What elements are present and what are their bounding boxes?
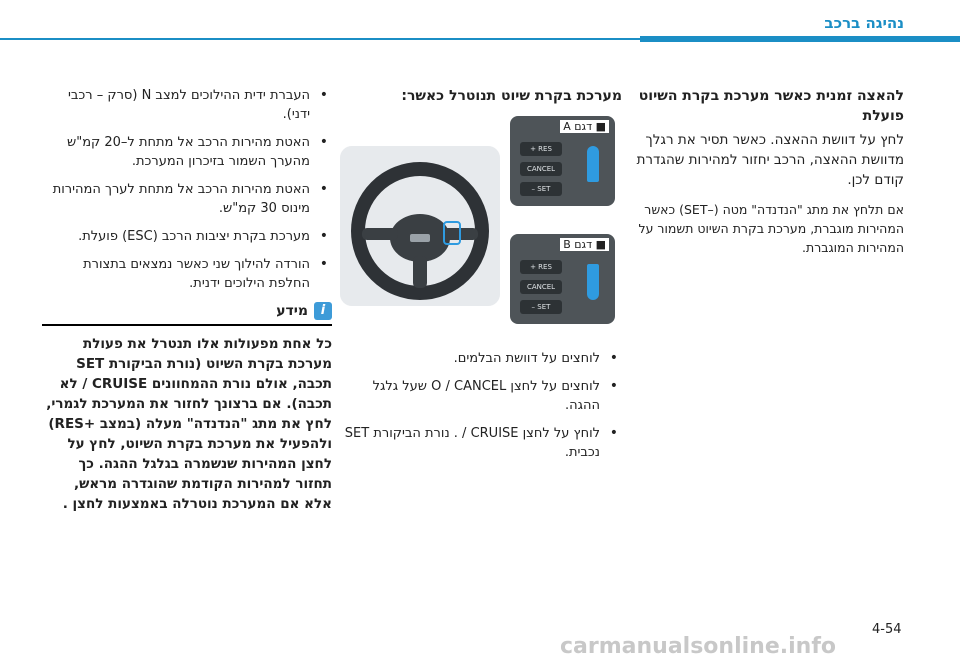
info-title: מידע bbox=[276, 303, 308, 319]
header-accent-bar bbox=[640, 36, 960, 42]
list-item: • לוחצים על דוושת הבלמים. bbox=[340, 349, 622, 368]
cancel-conditions-list bbox=[340, 349, 622, 462]
list-item: • מערכת בקרת יציבות הרכב (ESC) פועלת. bbox=[42, 227, 332, 246]
page-number: 4-54 bbox=[872, 622, 902, 637]
info-icon: i bbox=[314, 302, 332, 320]
model-a-label: ■ דגם A bbox=[560, 120, 609, 133]
right-column bbox=[634, 86, 904, 265]
arrow-up-icon bbox=[587, 146, 599, 182]
left-column bbox=[42, 86, 332, 514]
steering-wheel-icon bbox=[340, 146, 500, 306]
cancel-button-b[interactable]: CANCEL bbox=[520, 280, 562, 294]
acceleration-heading: להאצה זמנית כאשר מערכת בקרת השיוט פועלת bbox=[638, 88, 904, 124]
set-button-b[interactable]: SET – bbox=[520, 300, 562, 314]
rocker-switch-paragraph: אם תלחץ את מתג "הנדנדה" מטה (–SET) כאשר המהירות מוגברת, מערכת בקרת השיוט תשמור על המהירות המוגברת. bbox=[638, 202, 904, 255]
res-button-b[interactable]: RES + bbox=[520, 260, 562, 274]
steering-wheel-figure bbox=[340, 116, 622, 331]
control-panel-model-a bbox=[510, 116, 615, 206]
more-conditions-list bbox=[42, 86, 332, 293]
info-text: כל אחת מפעולות אלו תנטרל את פעולת מערכת בקרת השיוט (נורת הביקורת SET תכבה, אולם נורת ההמחוונים CRUISE / לא תכבה). אם ברצונך לחזור את המערכת לגמרי, לחץ את מתג "הנדנדה" מעלה (במצב +RES) ולהפעיל את מערכת בקרת השיוט, לחץ על לחצן המהירות שנשמרה בגלגל ההגה. כך תחזור למהירות הקודמת שהוגדרה מראש, אלא אם המערכת נוטרלה באמצעות לחצן . bbox=[46, 336, 332, 512]
watermark: carmanualsonline.info bbox=[560, 634, 836, 659]
set-button[interactable]: SET – bbox=[520, 182, 562, 196]
list-item: • לוחץ על לחצן CRUISE / . נורת הביקורת SET נכבית. bbox=[340, 424, 622, 462]
cancel-conditions-heading: מערכת בקרת שיוט תנוטרל כאשר: bbox=[401, 88, 622, 104]
middle-column bbox=[340, 86, 622, 471]
acceleration-paragraph: לחץ על דוושת ההאצה. כאשר תסיר את רגלך מדוושת ההאצה, הרכב יחזור למהירות שהגדרת קודם לכן. bbox=[636, 132, 904, 188]
res-button[interactable]: RES + bbox=[520, 142, 562, 156]
list-item: • הורדה להילוך שני כאשר נמצאים בתצורת החלפת הילוכים ידנית. bbox=[42, 255, 332, 293]
info-header bbox=[42, 302, 332, 326]
control-panel-model-b bbox=[510, 234, 615, 324]
list-item: • לוחצים על לחצן O / CANCEL שעל גלגל ההגה. bbox=[340, 377, 622, 415]
model-b-label: ■ דגם B bbox=[560, 238, 609, 251]
steering-wheel-image bbox=[340, 146, 500, 306]
list-item: • העברת ידית ההילוכים למצב N (סרק – רכבי ידני). bbox=[42, 86, 332, 124]
list-item: • האטת מהירות הרכב אל מתחת לערך המהירות מינוס 30 קמ"ש. bbox=[42, 180, 332, 218]
cancel-button[interactable]: CANCEL bbox=[520, 162, 562, 176]
section-title: נהיגה ברכב bbox=[824, 14, 904, 32]
arrow-down-icon bbox=[587, 264, 599, 300]
list-item: • האטת מהירות הרכב אל מתחת ל–20 קמ"ש מהערך השמור בזיכרון המערכת. bbox=[42, 133, 332, 171]
